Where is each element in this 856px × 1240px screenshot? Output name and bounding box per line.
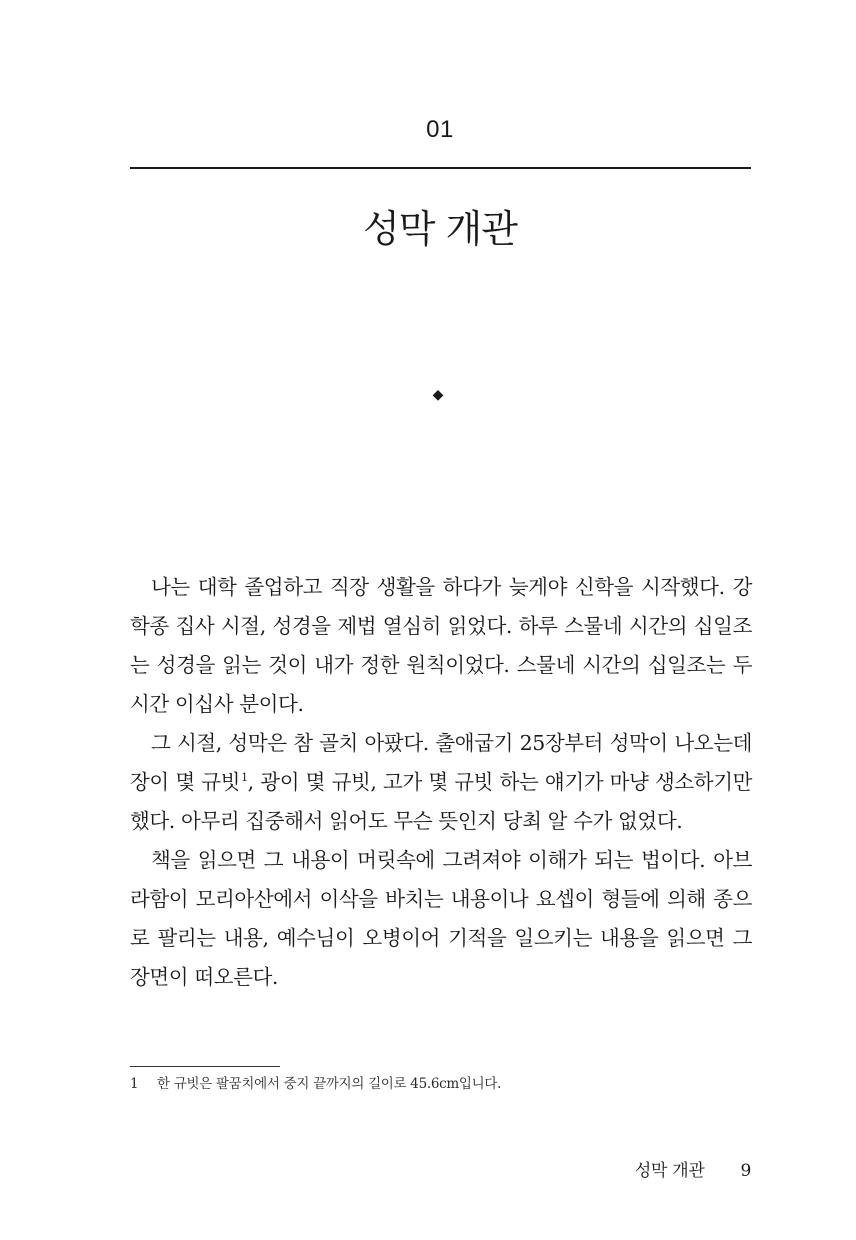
paragraph-2-part-1: 그 시절, 성막은 참 골치 아팠다. 출애굽기 25장부터 성막이 나오는데 장이 몇 규빗	[130, 731, 752, 794]
chapter-divider	[130, 167, 751, 169]
paragraph-1: 나는 대학 졸업하고 직장 생활을 하다가 늦게야 신학을 시작했다. 강학종 집사 시절, 성경을 제법 열심히 읽었다. 하루 스물네 시간의 십일조는 성경을 읽는 것이 내가 정한 원칙이었다. 스물네 시간의 십일조는 두 시간 이십사 분이다.	[130, 575, 752, 716]
chapter-title: 성막 개관	[363, 207, 517, 251]
running-footer	[635, 1156, 751, 1181]
diamond-ornament-icon: ◆	[432, 387, 444, 403]
footnote-reference[interactable]: 1	[241, 771, 248, 785]
page-number: 9	[740, 1161, 751, 1181]
chapter-number: 01	[426, 116, 454, 143]
body-text	[130, 568, 752, 997]
paragraph-3: 책을 읽으면 그 내용이 머릿속에 그려져야 이해가 되는 법이다. 아브라함이 모리아산에서 이삭을 바치는 내용이나 요셉이 형들에 의해 종으로 팔리는 내용, 예수님이 오병이어 기적을 일으키는 내용을 읽으면 그 장면이 떠오른다.	[130, 848, 752, 989]
running-title: 성막 개관	[634, 1161, 705, 1181]
footnote-number: 1	[130, 1076, 139, 1092]
paragraph-2	[130, 724, 752, 841]
footnote-text: 한 규빗은 팔꿈치에서 중지 끝까지의 길이로 45.6cm입니다.	[157, 1076, 502, 1092]
footnote-divider	[130, 1066, 280, 1067]
footnote	[130, 1074, 752, 1094]
paragraph-2-part-2: , 광이 몇 규빗, 고가 몇 규빗 하는 얘기가 마냥 생소하기만 했다. 아무리 집중해서 읽어도 무슨 뜻인지 당최 알 수가 없었다.	[130, 770, 752, 833]
